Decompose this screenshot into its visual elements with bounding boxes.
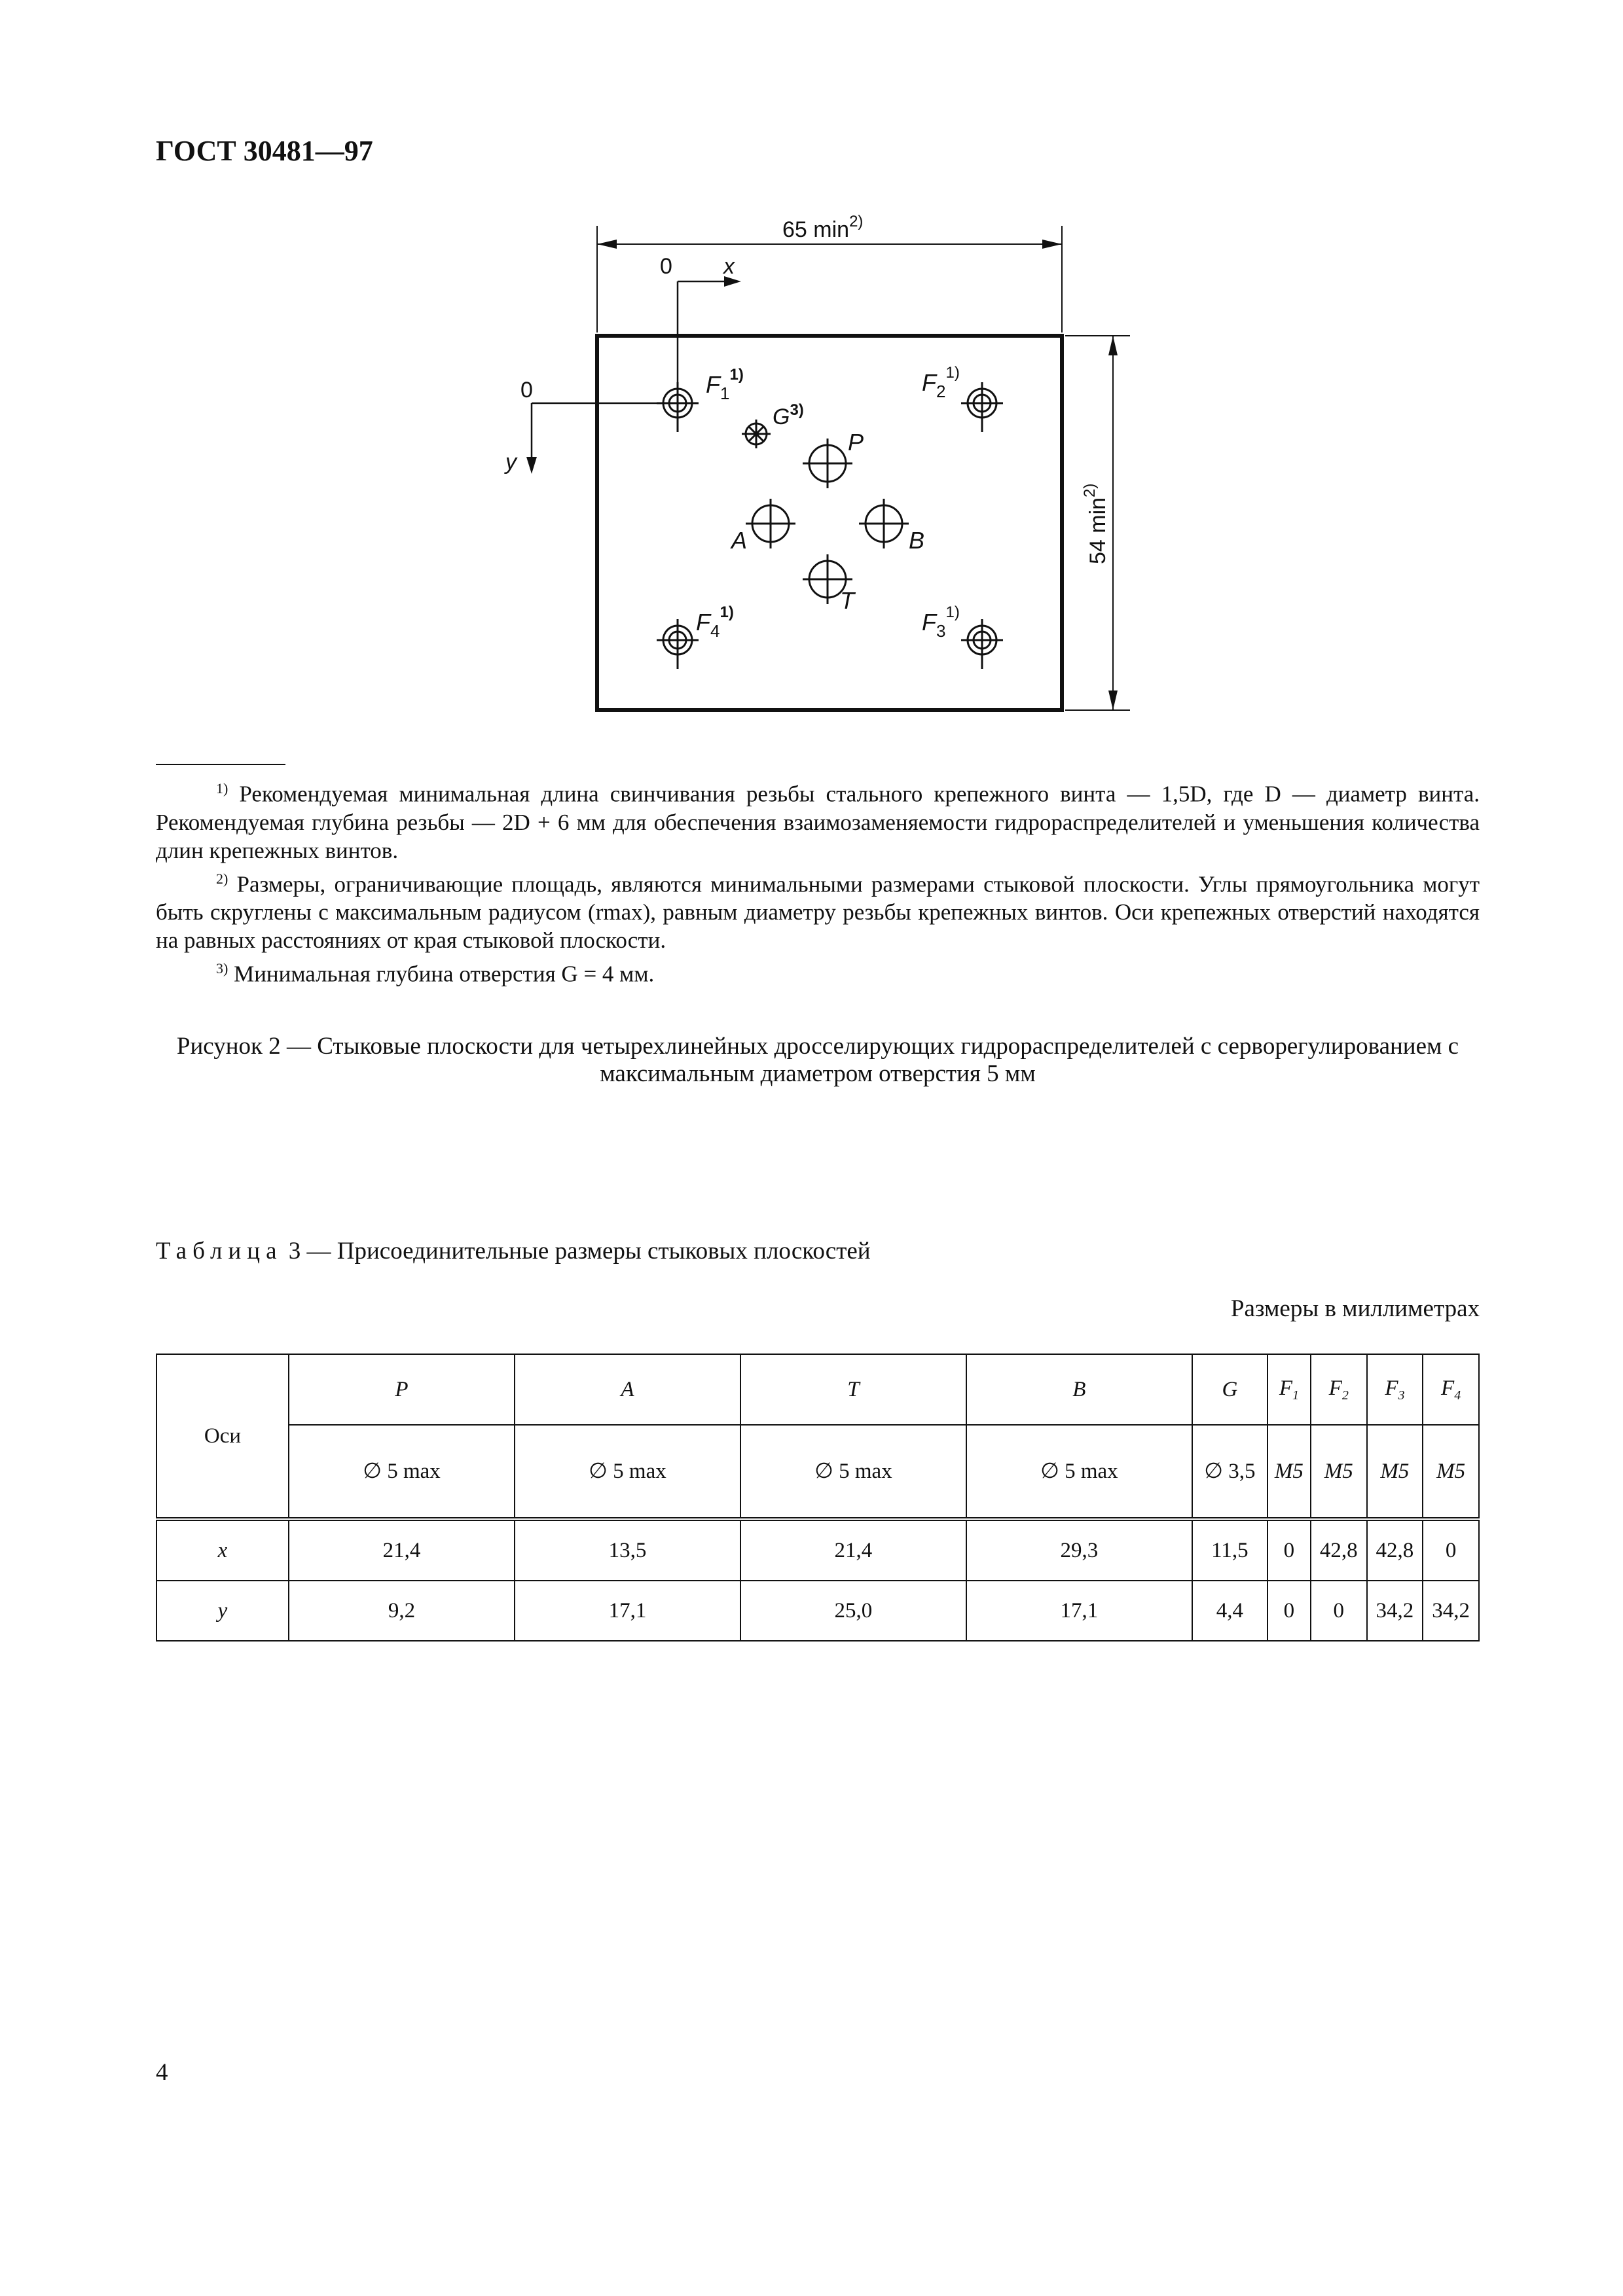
y-axis-arrow: [526, 457, 537, 474]
spec-g: ∅ 3,5: [1192, 1425, 1267, 1519]
footnote-3: $^{3)}$ Минимальная глубина отверстия G = 4 мм.: [216, 960, 655, 987]
x-p: 21,4: [289, 1519, 515, 1581]
mounting-surface-drawing: [0, 0, 1623, 753]
x-f4: 0: [1423, 1519, 1479, 1581]
label-t: T: [840, 587, 854, 614]
y-f1: 0: [1267, 1581, 1311, 1641]
height-arrow-top: [1108, 336, 1118, 355]
hole-f3: [961, 619, 1003, 669]
port-b: [859, 499, 909, 548]
spec-p: ∅ 5 max: [289, 1425, 515, 1519]
height-dimension-label: 54 $\min^{2)}$: [1081, 483, 1110, 564]
hole-f4: [657, 619, 699, 669]
spec-f4: M5: [1423, 1425, 1479, 1519]
x-f3: 42,8: [1367, 1519, 1423, 1581]
x-g: 11,5: [1192, 1519, 1267, 1581]
label-p: P: [848, 429, 864, 456]
x-f1: 0: [1267, 1519, 1311, 1581]
label-a: A: [731, 527, 748, 554]
document-header: ГОСТ 30481—97: [156, 135, 373, 167]
origin-x-label: 0: [660, 254, 672, 279]
spec-t: ∅ 5 max: [740, 1425, 966, 1519]
col-header-g: G: [1192, 1354, 1267, 1425]
page-number: 4: [156, 2059, 168, 2086]
label-g: $G^{3)}$: [773, 401, 804, 429]
y-f3: 34,2: [1367, 1581, 1423, 1641]
table-units: Размеры в миллиметрах: [1230, 1295, 1480, 1322]
y-f2: 0: [1311, 1581, 1367, 1641]
label-b: B: [909, 527, 925, 554]
y-p: 9,2: [289, 1581, 515, 1641]
y-axis-label: y: [505, 450, 517, 475]
spec-a: ∅ 5 max: [515, 1425, 740, 1519]
col-header-f2: $F_2$: [1311, 1354, 1367, 1425]
y-b: 17,1: [966, 1581, 1192, 1641]
spec-f1: M5: [1267, 1425, 1311, 1519]
col-header-b: B: [966, 1354, 1192, 1425]
footnote-separator: [156, 764, 285, 765]
width-arrow-left: [597, 240, 617, 249]
dimensions-table: [156, 1354, 1480, 1641]
label-f2: $F_2^{1)}$: [922, 364, 960, 401]
origin-y-label: 0: [520, 378, 533, 403]
footnote-2: $^{2)}$ Размеры, ограничивающие площадь, являются минимальными размерами стыковой плоскости. Углы прямоугольника могут быть скруглены с максимальным радиусом (rmax), равным диаметру резьбы крепежных винтов. Оси крепежных отверстий находятся на равных расстояниях от края стыковой плоскости.: [156, 870, 1480, 954]
footnote-1: $^{1)}$ Рекомендуемая минимальная длина свинчивания резьбы стального крепежного винта — 1,5D, где D — диаметр винта. Рекомендуемая глубина резьбы — 2D + 6 мм для обеспечения взаимозаменяемости гидрораспределителей и уменьшения количества длин крепежных винтов.: [156, 780, 1480, 863]
hole-f2: [961, 382, 1003, 432]
hole-f1: [657, 382, 699, 432]
port-p: [803, 439, 852, 488]
footnotes: [156, 774, 1480, 988]
spec-f3: M5: [1367, 1425, 1423, 1519]
port-a: [746, 499, 795, 548]
y-g: 4,4: [1192, 1581, 1267, 1641]
col-header-p: P: [289, 1354, 515, 1425]
axes-header-cell: Оси: [156, 1354, 289, 1519]
y-a: 17,1: [515, 1581, 740, 1641]
axis-x-cell: x: [156, 1519, 289, 1581]
x-b: 29,3: [966, 1519, 1192, 1581]
col-header-f1: $F_1$: [1267, 1354, 1311, 1425]
width-arrow-right: [1042, 240, 1062, 249]
y-f4: 34,2: [1423, 1581, 1479, 1641]
width-dimension-label: 65 $\min^{2)}$: [782, 213, 864, 242]
y-t: 25,0: [740, 1581, 966, 1641]
table-title: Таблица 3 — Присоединительные размеры стыковых плоскостей: [156, 1238, 871, 1265]
label-f1: $F_1^{1)}$: [706, 366, 744, 403]
figure-caption: Рисунок 2 — Стыковые плоскости для четырехлинейных дросселирующих гидрораспределителей с сервoрегулированием с максимальным диаметром отверстия 5 мм: [176, 1033, 1459, 1087]
x-t: 21,4: [740, 1519, 966, 1581]
col-header-f3: $F_3$: [1367, 1354, 1423, 1425]
label-f4: $F_4^{1)}$: [696, 603, 734, 641]
axis-y-cell: y: [156, 1581, 289, 1641]
hole-g: [742, 420, 771, 448]
table-row: [156, 1581, 1479, 1641]
col-header-t: T: [740, 1354, 966, 1425]
x-f2: 42,8: [1311, 1519, 1367, 1581]
x-axis-label: x: [723, 254, 735, 279]
label-f3: $F_3^{1)}$: [922, 603, 960, 641]
col-header-a: A: [515, 1354, 740, 1425]
height-arrow-bottom: [1108, 691, 1118, 710]
spec-b: ∅ 5 max: [966, 1425, 1192, 1519]
table-row: [156, 1519, 1479, 1581]
x-a: 13,5: [515, 1519, 740, 1581]
spec-f2: M5: [1311, 1425, 1367, 1519]
col-header-f4: $F_4$: [1423, 1354, 1479, 1425]
